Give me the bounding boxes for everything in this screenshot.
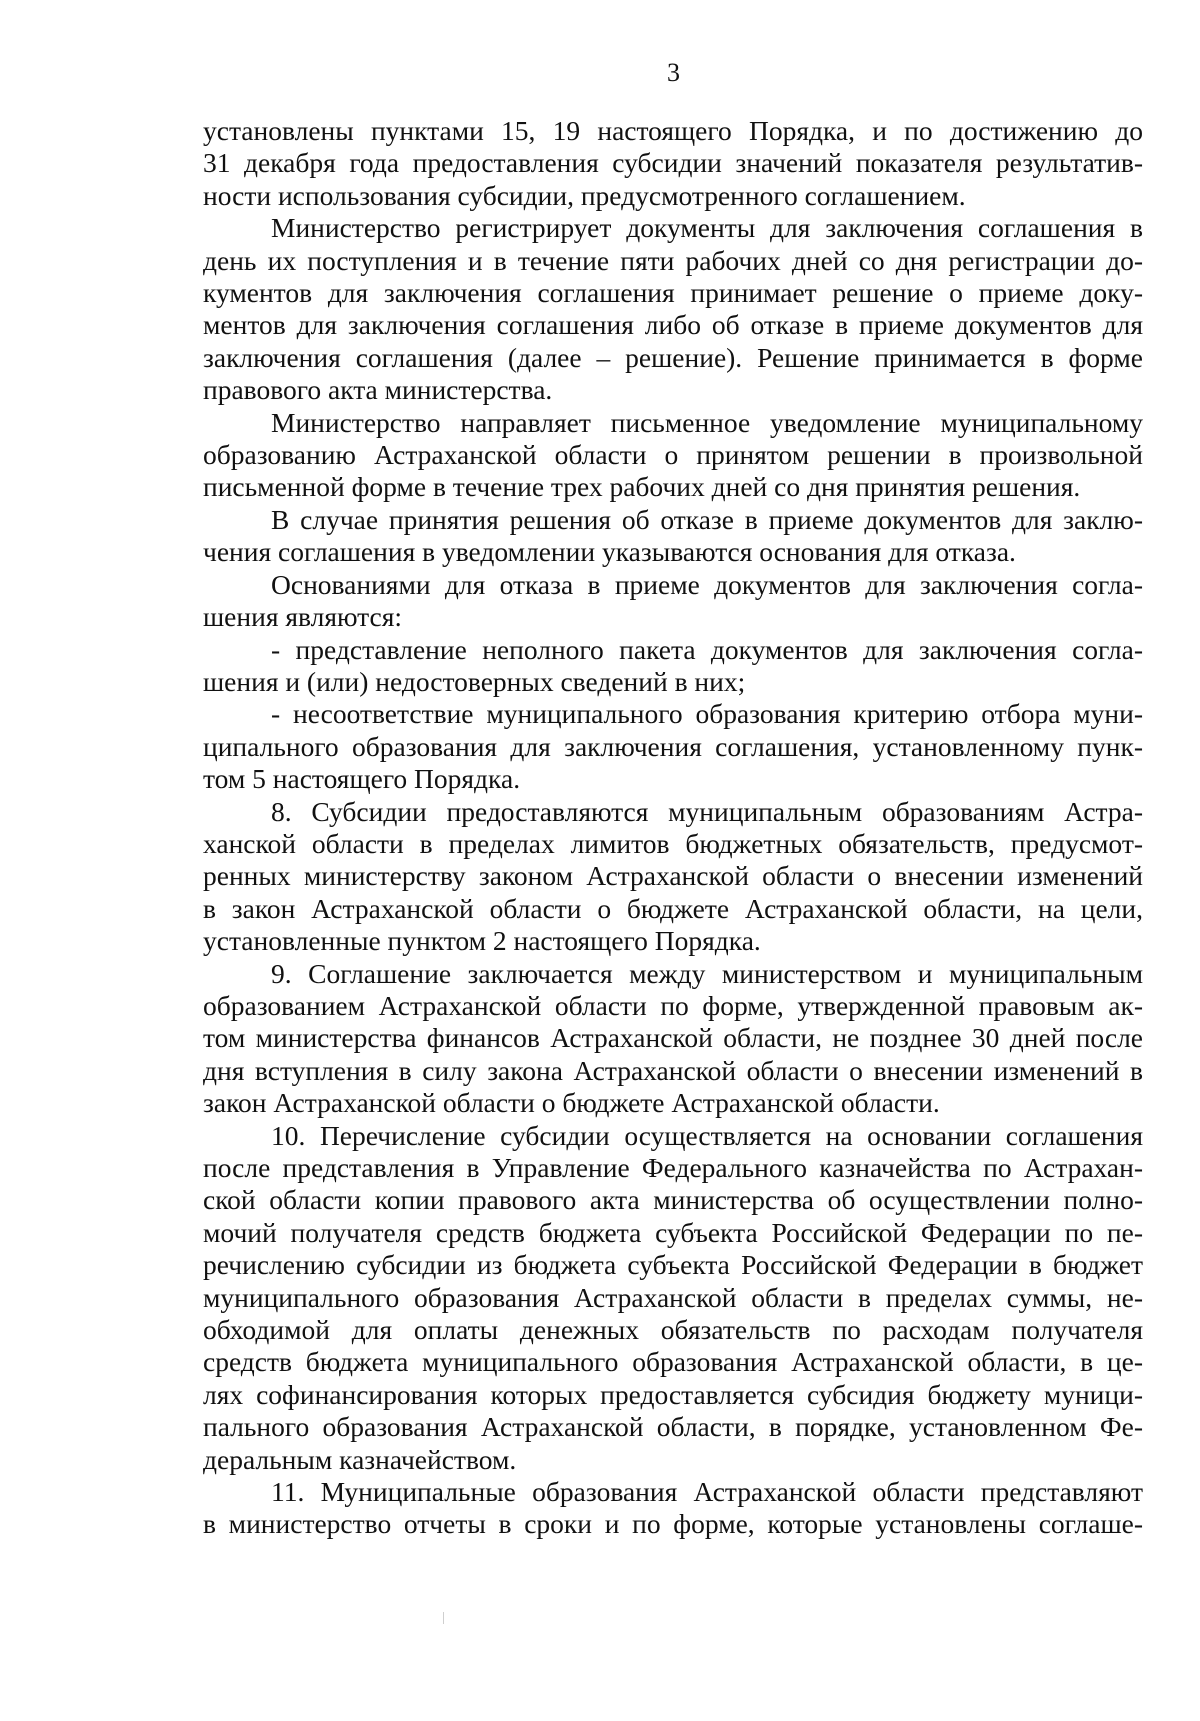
text-line: ской области копии правового акта министерства об осуществлении полно- <box>203 1184 1143 1216</box>
text-line: Основаниями для отказа в приеме документов для заключения согла- <box>271 568 1143 600</box>
text-line: В случае принятия решения об отказе в приеме документов для заклю- <box>271 503 1143 535</box>
document-body <box>203 115 1143 1541</box>
paragraph-refusal-notice <box>203 504 1143 569</box>
list-item <box>203 698 1143 795</box>
text-line: Министерство регистрирует документы для заключения соглашения в <box>271 212 1143 244</box>
text-line: средств бюджета муниципального образования Астраханской области, в це- <box>203 1346 1143 1378</box>
text-line: в министерство отчеты в сроки и по форме, которые установлены соглаше- <box>203 1508 1143 1540</box>
text-line: письменной форме в течение трех рабочих дней со дня принятия решения. <box>203 471 1081 503</box>
text-line: 11. Муниципальные образования Астраханской области представляют <box>271 1476 1143 1508</box>
paragraph-refusal-grounds <box>203 569 1143 634</box>
text-line: том министерства финансов Астраханской области, не позднее 30 дней после <box>203 1022 1143 1054</box>
text-line: шения являются: <box>203 601 403 633</box>
text-line: деральным казначейством. <box>203 1443 517 1475</box>
text-line: ципального образования для заключения соглашения, установленному пунк- <box>203 730 1143 762</box>
paragraph-item-9 <box>203 958 1143 1120</box>
paragraph-notification <box>203 407 1143 504</box>
paragraph-registration <box>203 212 1143 406</box>
text-line: после представления в Управление Федерального казначейства по Астрахан- <box>203 1152 1143 1183</box>
paragraph-continuation <box>203 115 1143 212</box>
page-number: 3 <box>667 58 680 87</box>
text-line: 9. Соглашение заключается между министерством и муниципальным <box>271 957 1143 989</box>
text-line: обходимой для оплаты денежных обязательств по расходам получателя <box>203 1314 1143 1346</box>
text-line: ханской области в пределах лимитов бюджетных обязательств, предусмот- <box>203 827 1143 859</box>
text-line: установленные пунктом 2 настоящего Порядка. <box>203 925 761 957</box>
scan-artifact-mark <box>443 1612 444 1624</box>
paragraph-item-8 <box>203 796 1143 958</box>
text-line: 10. Перечисление субсидии осуществляется на основании соглашения <box>271 1119 1143 1151</box>
text-line: закон Астраханской области о бюджете Астраханской области. <box>203 1087 940 1119</box>
text-line: образованием Астраханской области по форме, утвержденной правовым ак- <box>203 989 1143 1021</box>
text-line: ности использования субсидии, предусмотренного соглашением. <box>203 179 966 211</box>
text-line: Министерство направляет письменное уведомление муниципальному <box>271 406 1143 438</box>
text-line: шения и (или) недостоверных сведений в них; <box>203 665 746 697</box>
text-line: заключения соглашения (далее – решение). Решение принимается в форме <box>203 341 1143 373</box>
text-line: - несоответствие муниципального образования критерию отбора муни- <box>271 698 1143 730</box>
text-line: ренных министерству законом Астраханской области о внесении изменений <box>203 860 1143 892</box>
text-line: образованию Астраханской области о принятом решении в произвольной <box>203 439 1143 471</box>
text-line: том 5 настоящего Порядка. <box>203 763 521 795</box>
text-line: кументов для заключения соглашения принимает решение о приеме доку- <box>203 277 1143 309</box>
text-line: установлены пунктами 15, 19 настоящего Порядка, и по достижению до <box>203 115 1143 146</box>
list-item <box>203 634 1143 699</box>
text-line: пального образования Астраханской области, в порядке, установленном Фе- <box>203 1411 1143 1443</box>
paragraph-item-10 <box>203 1120 1143 1476</box>
text-line: в закон Астраханской области о бюджете Астраханской области, на цели, <box>203 892 1143 924</box>
text-line: дня вступления в силу закона Астраханской области о внесении изменений в <box>203 1054 1143 1086</box>
text-line: лях софинансирования которых предоставляется субсидия бюджету муници- <box>203 1378 1143 1410</box>
text-line: муниципального образования Астраханской области в пределах суммы, не- <box>203 1281 1143 1313</box>
text-line: 8. Субсидии предоставляются муниципальным образованиям Астра- <box>271 795 1143 827</box>
text-line: 31 декабря года предоставления субсидии значений показателя результатив- <box>203 147 1143 179</box>
paragraph-item-11 <box>203 1476 1143 1541</box>
text-line: день их поступления и в течение пяти рабочих дней со дня регистрации до- <box>203 244 1143 276</box>
text-line: ментов для заключения соглашения либо об отказе в приеме документов для <box>203 309 1143 341</box>
text-line: мочий получателя средств бюджета субъекта Российской Федерации по пе- <box>203 1216 1143 1248</box>
text-line: - представление неполного пакета документов для заключения согла- <box>271 633 1143 665</box>
text-line: чения соглашения в уведомлении указываются основания для отказа. <box>203 536 1016 568</box>
text-line: правового акта министерства. <box>203 374 553 406</box>
text-line: речислению субсидии из бюджета субъекта Российской Федерации в бюджет <box>203 1249 1143 1281</box>
